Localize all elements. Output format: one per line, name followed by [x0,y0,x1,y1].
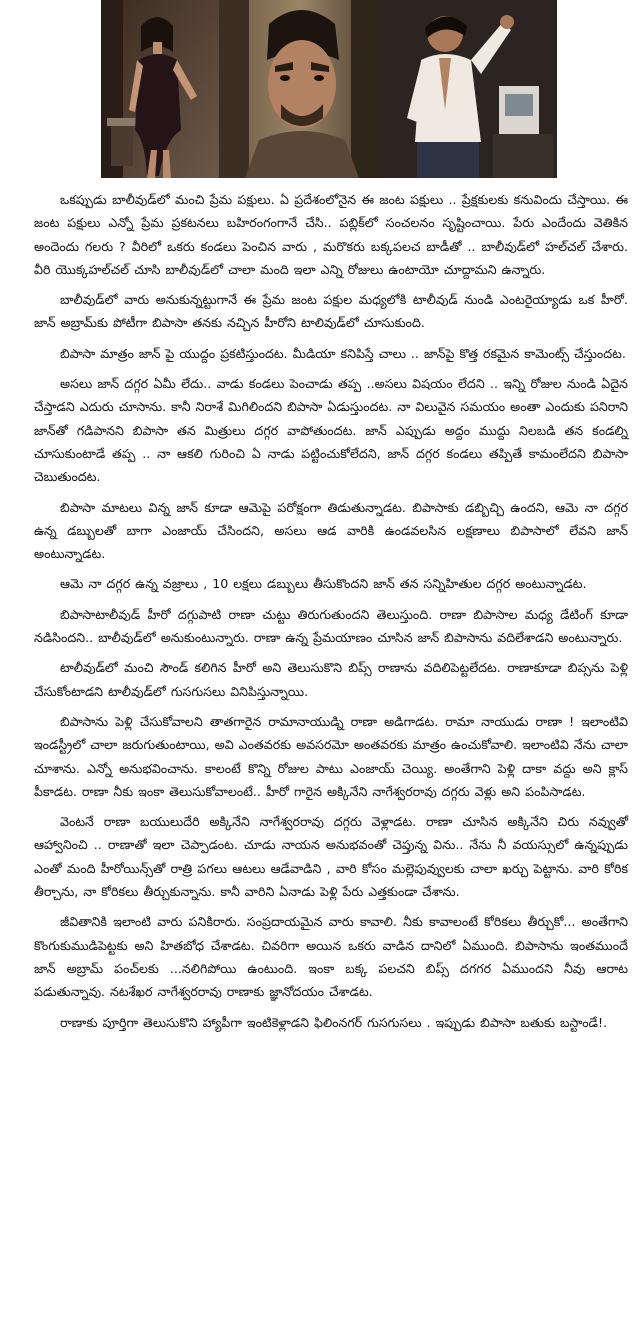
article-paragraph: బిపాసా మాటలు విన్న జాన్ కూడా ఆమెపై పరోక్షంగా తిడుతున్నాడట. బిపాసాకు డబ్బిచ్చి ఉందని, ఆమె నా దగ్గర ఉన్న డబ్బులతో బాగా ఎంజాయ్ చేసిందని, అసలు ఆడ వారికి ఉండవలసిన లక్షణాలు బిపాసాలో లేవని జాన్ అంటున్నాడట. [34,499,628,562]
article-paragraph: రాణాకు పూర్తిగా తెలుసుకొని హ్యాపీగా ఇంటికెళ్లాడని ఫిలింనగర్ గుసగుసలు . ఇప్పుడు బిపాసా బతుకు బస్టాండే!. [60,1014,607,1030]
article-paragraph: జీవితానికి ఇలాంటి వారు పనికిరారు. సంప్రదాయమైన వారు కావాలి. నీకు కావాలంటే కోరికలు తీర్చుకో... అంతేగాని కొంగుకుముడిపెట్టకు అని హితబోధ చేశాడట. చివరిగా అయిన ఒకరు వాడిన దానిలో ఏముంది. బిపాసాను ఇంతముందే జాన్ అబ్రామ్ పంచ్‌లకు ...నలిగిపోయి ఉంటుంది. ఇంకా బక్క పలచని బిప్స్ దగగర ఏముందని నీవు ఆరాట పడుతున్నావు. నటశేఖర నాగేశ్వరరావు రాణాకు జ్ఞానోదయం చేశాడట. [34,914,628,1000]
article-paragraph: బిపాసాను పెళ్లి చేసుకోవాలని తాతగారైన రామానాయుడ్ని రాణా అడిగాడట. రామా నాయుడు రాణా ! ఇలాంటివి ఇండస్ట్రీలో చాలా జరుగుతుంటాయి, అవి ఎంతవరకు అవసరమో అంతవరకు మాత్రం ఉంచుకోవాలి. ఇలాంటివి నేను చాలా చూశాను. ఎన్నో అనుభవించాను. కాలంటే కొన్ని రోజుల పాటు ఎంజాయ్ చెయ్యి. అంతేగాని పెళ్లి దాకా వద్దు అని క్లాస్ పీకాడట. రాణా నీకు ఇంకా తెలుసుకోవాలంటే.. హీరో గారైన అక్కినేని నాగేశ్వరరావు దగ్గరు వెళ్లు అని పంపిసాడట. [34,713,628,799]
article-paragraph: బిపాసాటాలీవుడ్ హీరో దగ్గుపాటి రాణా చుట్టు తిరుగుతుందని తెలుస్తుంది. రాణా బిపాసాల మధ్య డేటింగ్ కూడా నడిసిందని.. బాలీవుడ్‌లో అనుకుంటున్నారు. రాణా ఉన్న ప్రేమయాణం చూసిన జాన్ బిపాసాను వదిలేశాడని అంటున్నారు. [34,606,628,646]
article-paragraph: బాలీవుడ్‌లో వారు అనుకున్నట్టుగానే ఈ ప్రేమ జంట పక్షుల మధ్యలోకి టాలీవుడ్ నుండి ఎంటరైయ్యాడు ఒక హీరో. జాన్ అబ్రామ్‌కు పోటీగా బిపాసా తనకు నచ్చిన హీరోని టాలివుడ్‌లో చూసుకుంది. [34,292,628,331]
woman-portrait-photo [101,0,219,178]
article-paragraph: ఒకప్పుడు బాలీవుడ్‌లో మంచి ప్రేమ పక్షులు. ఏ ప్రదేశంలోనైన ఈ జంట పక్షులు .. ప్రేక్షకులకు కనువిందు చేస్తాయి. ఈ జంట పక్షులు ఎన్నో ప్రేమ ప్రకటనలు బహిరంగంగానే చేసి.. పబ్లిక్‌లో సంచలనం సృష్టించాయి. పేరు ఎందేందు వెతికిన అందెందు గలరు ? వీరిలో ఒకరు కండలు పెంచిన వారు , మరొకరు బక్కపలచ బాడీతో .. బాలీవుడ్‌లో హల్‌చల్ చేశారు. వీరి యొక్కహల్‌చల్ చూసి బాలీవుడ్‌లో చాలా మంది ఇలా ఎన్ని రోజులు ఉంటాయో చూద్దామని ఉన్నారు. [34,192,628,277]
article-paragraph: వెంటనే రాణా బయులుదేరి అక్కినేని నాగేశ్వరరావు దగ్గరు వెళ్లాడట. రాణా చూసిన అక్కినేని చిరు నవ్వుతో ఆహ్వానించి .. రాణాతో ఇలా చెప్పాడంట. చూడు నాయన అనుభవంతో చెప్తున్న విను.. నేను నీ వయస్సులో ఉన్నప్పుడు ఎంతో మంది హీరోయిన్స్‌తో రాత్రి పగలు ఆటలు ఆడేవాడిని , వారి కోసం మల్లెపువ్వులకు చాలా ఖర్చు పెట్టాను. వారి కోరిక తీర్చాను, నా కోరికలు తీర్చుకున్నాను. కానీ వారిని ఏనాడు పెళ్లి పేరు ఎత్తకుండా చేశాను. [34,814,628,900]
article-paragraph: అసలు జాన్ దగ్గర ఏమీ లేదు.. వాడు కండలు పెంచాడు తప్ప ..అసలు విషయం లేదని .. ఇన్ని రోజుల నుండి ఏదైన చేస్తాడని ఎదురు చూసాను. కానీ నిరాశే మిగిలిందని బిపాసా ఏడుస్తుందట. నా విలువైన సమయం అంతా ఎందుకు పనిరాని జాన్‌తో గడిపానని బిపాసా తన మిత్రులు దగ్గర వాపోతుందట. జాన్ ఎప్పుడు అద్దం ముద్దు నిలబడి తన కండల్ని చూసుకుంటాడే తప్ప .. నా ఆకలి గురించి ఏ నాడు పట్టించుకోలేదని, జాన్ దగ్గర కండలు తప్పితే కామంలేదని బిపాసా చెబుతుందట. [34,376,628,485]
article-paragraph: టాలీవుడ్‌లో మంచి సౌండ్ కలిగిన హీరో అని తెలుసుకొని బిప్స్ రాణాను వదిలిపెట్టలేదట. రాణాకూడా బిప్సను పెళ్లి చేసుకోంటాడని టాలీవుడ్‌లో గుసగుసలు వినిపిస్తున్నాయి. [34,660,628,699]
article-paragraph: ఆమె నా దగ్గర ఉన్న వజ్రాలు , 10 లక్షలు డబ్బులు తీసుకొందని జాన్ తన సన్నిహితుల దగ్గర అంటున్నాడట. [60,576,587,592]
article-paragraph: బిపాసా మాత్రం జాన్ పై యుద్దం ప్రకటిస్తుందట. మీడియా కనిపిస్తే చాలు .. జాన్‌పై కొత్త రకమైన కామెంట్స్ చేస్తుందట. [60,345,626,361]
article-body [34,188,628,1041]
man-portrait-photo [219,0,381,178]
man-white-shirt-photo [381,0,557,178]
header-photo-strip [101,0,557,178]
